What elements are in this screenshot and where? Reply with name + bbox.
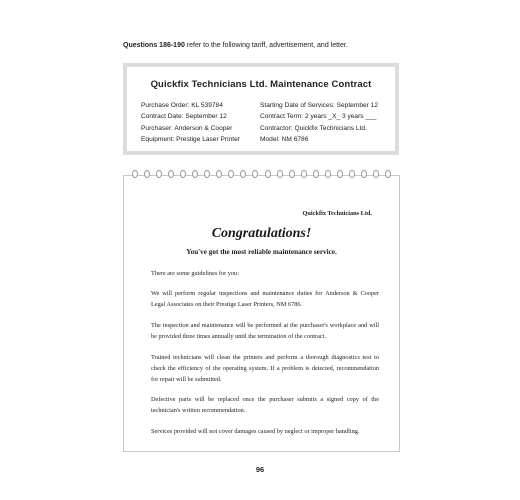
ad-headline: Congratulations! (211, 226, 312, 241)
binder-ring-icon (228, 170, 234, 178)
binder-ring-icon (277, 170, 283, 178)
questions-instruction (123, 42, 348, 49)
contract-model: Model: NM 6786 (260, 135, 309, 143)
maintenance-contract-box (123, 63, 399, 155)
advertisement-card (123, 175, 400, 452)
contract-term: Contract Term: 2 years _X_ 3 years ___ (260, 113, 377, 121)
questions-text: refer to the following tariff, advertisement, and letter. (184, 42, 348, 49)
binder-ring-icon (373, 170, 379, 178)
binder-ring-icon (325, 170, 331, 178)
binder-ring-icon (144, 170, 150, 178)
binder-ring-icon (168, 170, 174, 178)
ad-paragraph-parts: Defective parts will be replaced once the purchaser submits a signed copy of the technician's written recommendation. (151, 396, 379, 414)
ad-company-name: Quickfix Technicians Ltd. (302, 210, 372, 217)
binder-ring-icon (349, 170, 355, 178)
ad-paragraph-intro: There are some guidelines for you: (151, 270, 239, 277)
binder-ring-icon (337, 170, 343, 178)
ad-paragraph-exclusions: Services provided will not cover damages caused by neglect or improper handling. (151, 428, 360, 435)
binder-ring-icon (361, 170, 367, 178)
ad-paragraph-inspections: We will perform regular inspections and maintenance duties for Anderson & Cooper Legal Associates on their Prestige Laser Printers, NM 6786. (151, 290, 379, 308)
ad-subheadline: You've got the most reliable maintenance service. (186, 248, 337, 256)
binder-ring-icon (289, 170, 295, 178)
contract-right-column (260, 100, 378, 145)
binder-rings (132, 170, 391, 178)
ad-paragraph-schedule: The inspection and maintenance will be performed at the purchaser's workplace and will be provided three times annually until the termination of the contract. (151, 322, 379, 340)
contract-date: Contract Date: September 12 (141, 113, 227, 121)
binder-ring-icon (252, 170, 258, 178)
page-number: 96 (255, 465, 265, 474)
binder-ring-icon (132, 170, 138, 178)
contract-left-column (141, 100, 240, 145)
binder-ring-icon (240, 170, 246, 178)
binder-ring-icon (301, 170, 307, 178)
binder-ring-icon (385, 170, 391, 178)
binder-ring-icon (192, 170, 198, 178)
questions-range: Questions 186-190 (123, 42, 185, 49)
binder-ring-icon (180, 170, 186, 178)
binder-ring-icon (216, 170, 222, 178)
binder-ring-icon (204, 170, 210, 178)
contract-contractor: Contractor: Quickfix Technicians Ltd. (260, 124, 367, 132)
contract-purchase-order: Purchase Order: KL 539784 (141, 102, 223, 109)
contract-title: Quickfix Technicians Ltd. Maintenance Contract (150, 79, 372, 90)
binder-ring-icon (156, 170, 162, 178)
contract-start-date: Starting Date of Services: September 12 (260, 102, 379, 109)
binder-ring-icon (313, 170, 319, 178)
binder-ring-icon (265, 170, 271, 178)
contract-equipment: Equipment: Prestige Laser Printer (141, 135, 240, 143)
ad-paragraph-technicians: Trained technicians will clean the printers and perform a thorough diagnostics test to check the efficiency of the operating system. If a problem is detected, recommendation for repair will be submitted. (151, 354, 379, 383)
contract-purchaser: Purchaser: Anderson & Cooper (141, 124, 233, 132)
